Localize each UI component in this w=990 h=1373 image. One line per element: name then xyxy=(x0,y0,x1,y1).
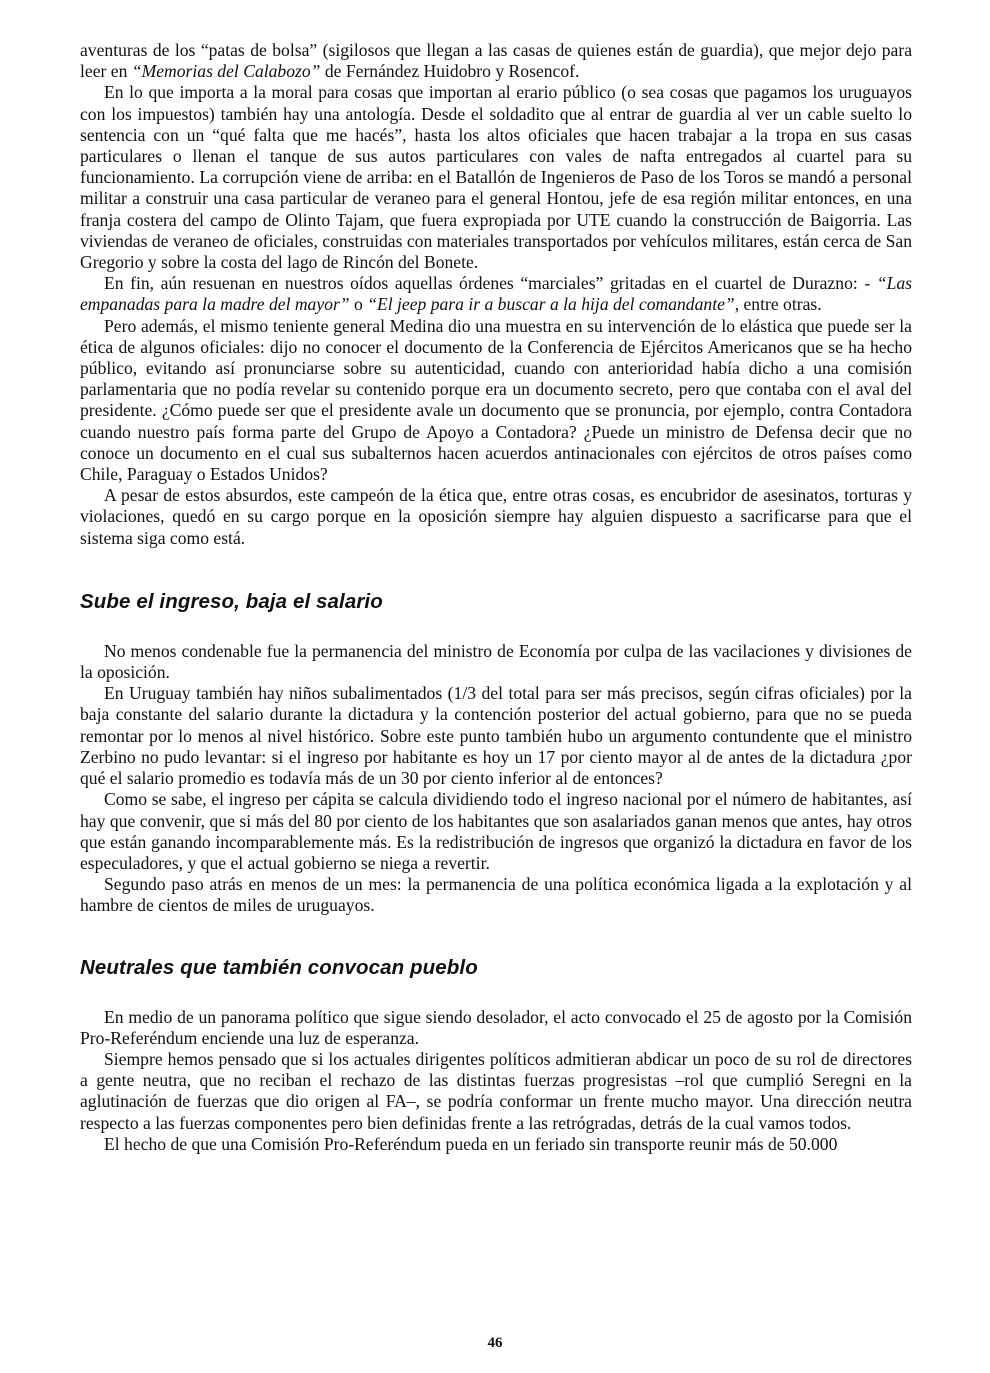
intro-paragraph-4: Pero además, el mismo teniente general Medina dio una muestra en su intervención de lo elástica que puede ser la ética de algunos oficiales: dijo no conocer el documento de la Conferencia de Ejércitos Americanos que se ha hecho público, evitando así pronunciarse sobre su autenticidad, cuando con anterioridad había dicho a una comisión parlamentaria que no podía revelar su contenido porque era un documento secreto, pero que contaba con el aval del presidente. ¿Cómo puede ser que el presidente avale un documento que se pronuncia, por ejemplo, contra Contadora cuando nuestro país forma parte del Grupo de Apoyo a Contadora? ¿Puede un ministro de Defensa decir que no conoce un documento en el cual sus subalternos hacen acuerdos antinacionales con ejércitos de otros países como Chile, Paraguay o Estados Unidos? xyxy=(80,315,912,485)
intro-p1-text-a: aventuras de los “patas de bolsa” (sigilosos que llegan a las casas de quienes están de guardia), que mejor dejo para leer en xyxy=(80,40,912,82)
intro-p3-text-c: o xyxy=(349,294,368,315)
intro-p3-quote-2: “El jeep para ir a buscar a la hija del comandante” xyxy=(367,294,735,315)
section-heading-ingreso-salario: Sube el ingreso, baja el salario xyxy=(80,589,383,613)
page-number: 46 xyxy=(487,1335,503,1351)
intro-paragraph-1 xyxy=(80,40,912,82)
intro-paragraph-2: En lo que importa a la moral para cosas que importan al erario público (o sea cosas que pagamos los uruguayos con los impuestos) también hay una antología. Desde el soldadito que al entrar de guardia al ver un cable suelto lo sentencia con un “qué falta que me hacés”, hasta los altos oficiales que hacen trabajar a la tropa en sus casas particulares o llenan el tanque de sus autos particulares con vales de nafta entregados al cuartel para su funcionamiento. La corrupción viene de arriba: en el Batallón de Ingenieros de Paso de los Toros se mandó a personal militar a construir una casa particular de veraneo para el general Hontou, jefe de esa región militar entonces, en una franja costera del campo de Olinto Tajam, que fuera expropiada por UTE cuando la construcción de Baigorria. Las viviendas de veraneo de oficiales, construidas con materiales transportados por vehículos militares, están cerca de San Gregorio y sobre la costa del lago de Rincón del Bonete. xyxy=(80,82,912,273)
intro-p3-quote-1: “Las empanadas para la madre del mayor” xyxy=(80,273,912,315)
intro-p1-text-c: de Fernández Huidobro y Rosencof. xyxy=(320,61,580,82)
intro-p3-text-a: En fin, aún resuenan en nuestros oídos aquellas órdenes “marciales” gritadas en el cuartel de Durazno: - xyxy=(104,273,877,294)
section-body-ingreso-salario xyxy=(80,641,912,917)
section1-paragraph-4: Segundo paso atrás en menos de un mes: la permanencia de una política económica ligada a la explotación y al hambre de cientos de miles de uruguayos. xyxy=(80,874,912,916)
intro-p1-book-title: “Memorias del Calabozo” xyxy=(131,61,321,82)
section2-paragraph-3: El hecho de que una Comisión Pro-Referéndum pueda en un feriado sin transporte reunir más de 50.000 xyxy=(104,1133,838,1154)
section1-paragraph-3: Como se sabe, el ingreso per cápita se calcula dividiendo todo el ingreso nacional por el número de habitantes, así hay que convenir, que si más del 80 por ciento de los habitantes que son asalariados ganan menos que antes, hay otros que están ganando incomparablemente más. Es la redistribución de ingresos que organizó la dictadura en favor de los especuladores, y que el actual gobierno se niega a revertir. xyxy=(80,789,912,873)
section1-paragraph-1: No menos condenable fue la permanencia del ministro de Economía por culpa de las vacilaciones y divisiones de la oposición. xyxy=(80,640,912,683)
section-body-neutrales xyxy=(80,1007,912,1155)
section2-paragraph-1: En medio de un panorama político que sigue siendo desolador, el acto convocado el 25 de agosto por la Comisión Pro-Referéndum enciende una luz de esperanza. xyxy=(80,1006,912,1048)
section-heading-neutrales: Neutrales que también convocan pueblo xyxy=(80,955,478,979)
section2-paragraph-2: Siempre hemos pensado que si los actuales dirigentes políticos admitieran abdicar un poco de su rol de directores a gente neutra, que no reciban el rechazo de las distintas fuerzas progresistas –rol que cumplió Seregni en la aglutinación de fuerzas que dio origen al FA–, se podría conformar un frente mucho mayor. Una dirección neutra respecto a las fuerzas componentes pero bien definidas frente a las retrógradas, detrás de la cual vamos todos. xyxy=(80,1048,912,1133)
intro-paragraph-5: A pesar de estos absurdos, este campeón de la ética que, entre otras cosas, es encubridor de asesinatos, torturas y violaciones, quedó en su cargo porque en la oposición siempre hay alguien dispuesto a sacrificarse para que el sistema siga como está. xyxy=(80,485,912,548)
intro-paragraph-3 xyxy=(80,273,912,315)
page-body xyxy=(80,40,912,1155)
intro-p3-text-e: , entre otras. xyxy=(734,294,822,315)
section1-paragraph-2: En Uruguay también hay niños subalimentados (1/3 del total para ser más precisos, según cifras oficiales) por la baja constante del salario durante la dictadura y la contención posterior del actual gobierno, para que no se pueda remontar por lo menos al nivel histórico. Sobre este punto también hubo un argumento contundente que el ministro Zerbino no pudo levantar: si el ingreso por habitante es hoy un 17 por ciento mayor al de antes de la dictadura ¿por qué el salario promedio es todavía más de un 30 por ciento inferior al de entonces? xyxy=(80,683,912,789)
